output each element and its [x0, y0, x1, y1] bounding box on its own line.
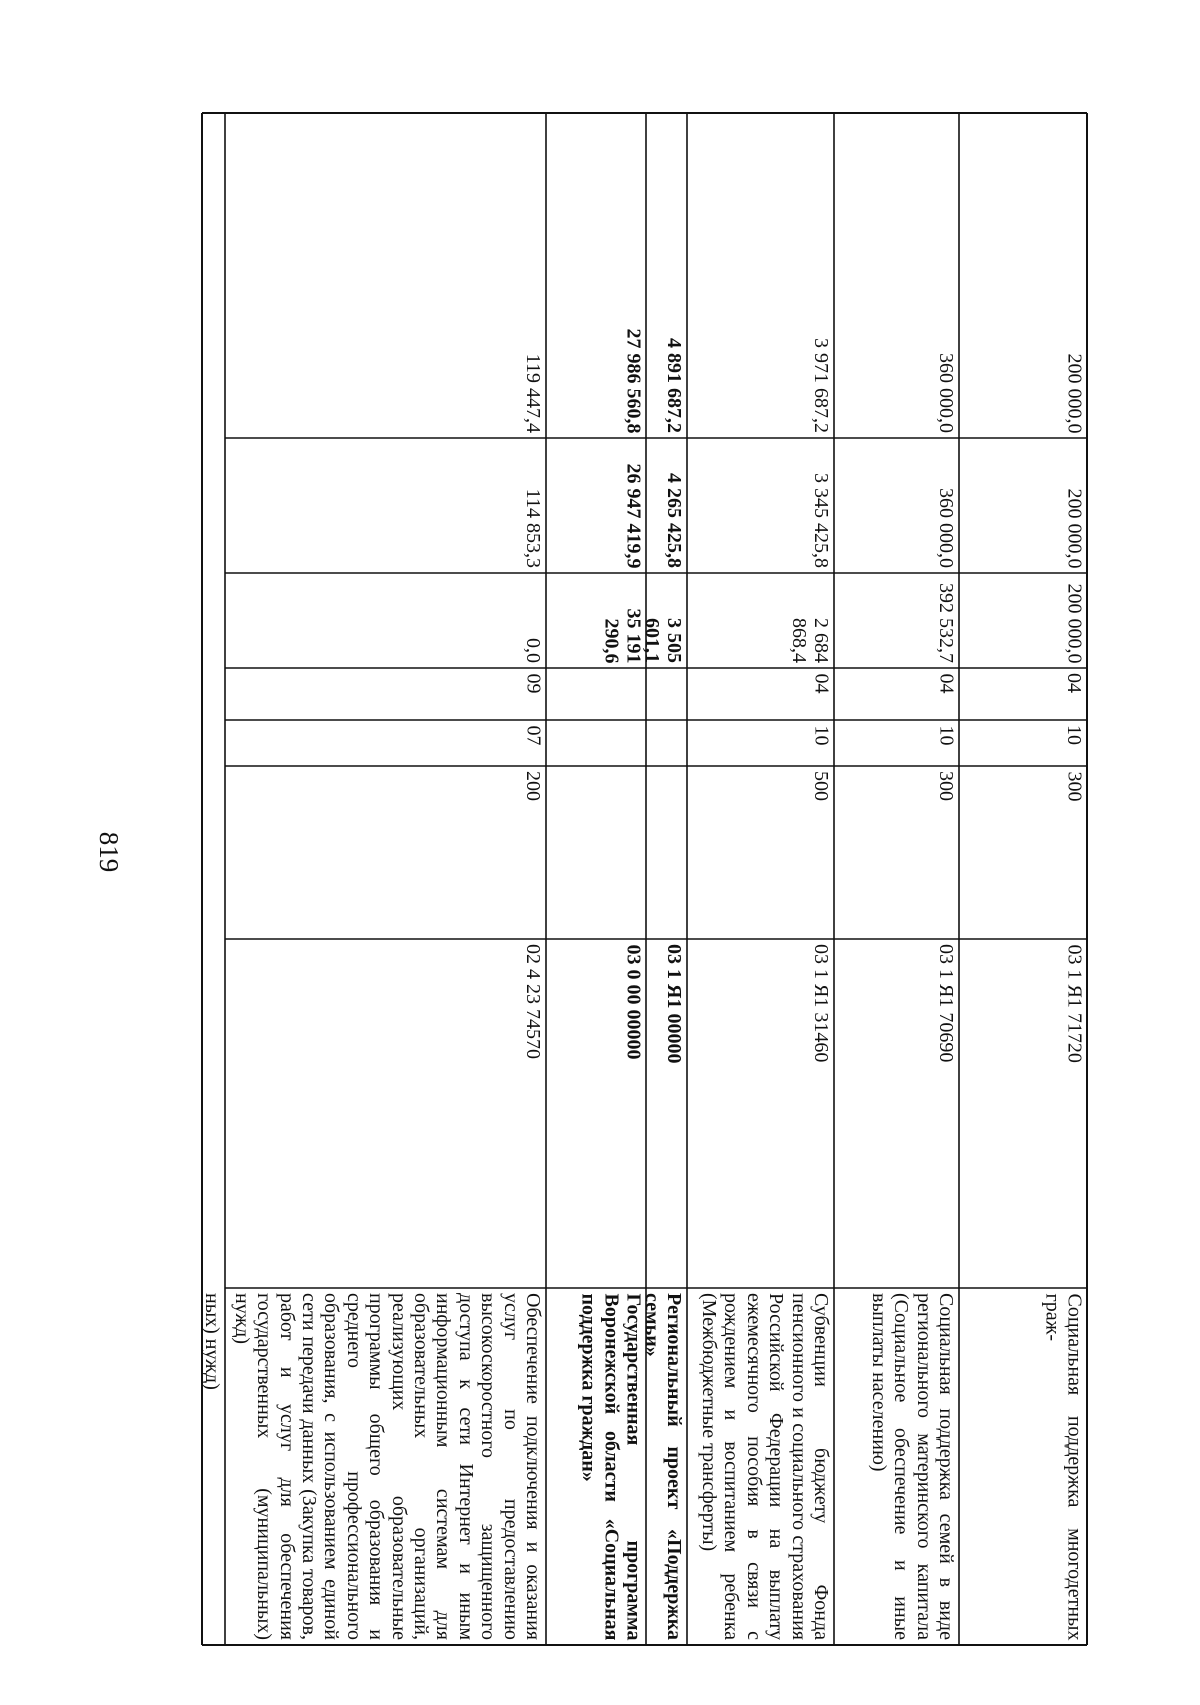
cell-pr	[687, 668, 834, 720]
cell-text-rz	[546, 720, 646, 766]
cell-pr	[225, 668, 546, 720]
cell-code	[646, 939, 687, 1288]
cell-text-y2: 4 265 425,8	[663, 473, 685, 568]
cell-text-y2: 114 853,3	[522, 488, 544, 568]
cell-rz	[834, 720, 959, 766]
cell-text-code: 02 4 23 74570	[522, 944, 544, 1059]
cell-text-y3: 27 986 560,8	[622, 328, 644, 433]
cell-name	[225, 1288, 546, 1645]
cell-y2	[687, 438, 834, 573]
cell-pr	[546, 668, 646, 720]
cell-code	[546, 939, 646, 1288]
cell-text-code: 03 1 Я1 31460	[810, 944, 832, 1063]
cell-y3	[687, 113, 834, 438]
cell-name	[834, 1288, 959, 1645]
cell-y1	[546, 573, 646, 668]
cell-text-y2: 200 000,0	[1063, 488, 1085, 568]
cell-name	[546, 1288, 646, 1645]
cell-vr	[687, 766, 834, 939]
cell-y2	[225, 438, 546, 573]
page-number: 819	[94, 831, 125, 873]
cell-name	[202, 1288, 225, 1645]
cell-text-y1: 2 684 868,4	[787, 618, 832, 663]
cell-pr	[646, 668, 687, 720]
cell-y1	[225, 573, 546, 668]
cell-text-rz: 10	[810, 725, 832, 745]
cell-pr	[834, 668, 959, 720]
cell-vr	[546, 766, 646, 939]
cell-text-rz: 10	[1063, 725, 1085, 745]
cell-text-pr	[546, 668, 646, 720]
cell-text-pr	[646, 668, 687, 720]
cell-text-name: Обеспечение подключения и оказания услуг по предоставлению высокоскоростного защищенного доступа к сети Интернет и иным информационным системам для образовательных организаций, реализующих образовательные программы общего образования и среднего профессионального образования, с использованием единой сети передачи данных (Закупка товаров, работ и услуг для обеспечения государственных (муниципальных) нужд)	[230, 1293, 544, 1640]
cell-rz	[959, 720, 1087, 766]
cell-y3	[646, 113, 687, 438]
cell-rz	[546, 720, 646, 766]
cell-text-y2: 3 345 425,8	[810, 473, 832, 568]
cell-text-vr: 300	[1063, 771, 1085, 801]
cell-text-name: Региональный проект «Поддержка семьи»	[640, 1293, 685, 1640]
cell-vr	[834, 766, 959, 939]
budget-table	[202, 113, 1087, 1645]
cell-text-y1: 35 191 290,6	[599, 608, 644, 663]
cell-y3	[546, 113, 646, 438]
cell-code	[687, 939, 834, 1288]
cell-text-rz	[646, 720, 687, 766]
cell-rz	[225, 720, 546, 766]
cell-y3	[959, 113, 1087, 438]
cell-code	[959, 939, 1087, 1288]
cell-text-y1: 3 505 601,1	[640, 618, 685, 663]
cell-name	[640, 1288, 687, 1645]
cell-text-rz: 10	[935, 725, 957, 745]
cell-code	[225, 939, 546, 1288]
cell-text-y2: 360 000,0	[935, 488, 957, 568]
cell-text-pr: 04	[1063, 673, 1085, 693]
cell-text-pr: 04	[935, 673, 957, 693]
cell-y1	[687, 573, 834, 668]
cell-text-y3: 3 971 687,2	[810, 338, 832, 433]
cell-text-y1: 0,0	[522, 638, 544, 663]
cell-text-y1: 392 532,7	[935, 583, 957, 663]
cell-text-y3: 200 000,0	[1063, 353, 1085, 433]
cell-text-pr: 04	[810, 673, 832, 693]
cell-text-pr: 09	[522, 673, 544, 693]
cell-text-name: Социальная поддержка семей в виде регионального материнского капитала (Социальное обеспечение и иные выплаты населению)	[867, 1293, 957, 1640]
cell-vr	[959, 766, 1087, 939]
cell-rz	[687, 720, 834, 766]
cell-y1	[959, 573, 1087, 668]
cell-text-vr	[646, 766, 687, 939]
cell-text-rz: 07	[522, 725, 544, 745]
cell-y1	[834, 573, 959, 668]
cell-y2	[646, 438, 687, 573]
cell-text-name: Субвенции бюджету Фонда пенсионного и социального страхования Российской Федерации на выплату ежемесячного пособия в связи с рождением и воспитанием ребенка (Межбюджетные трансферты)	[698, 1293, 832, 1640]
cell-pr	[959, 668, 1087, 720]
cell-text-vr: 200	[522, 771, 544, 801]
cell-text-code: 03 1 Я1 71720	[1063, 944, 1085, 1063]
cell-text-y3: 4 891 687,2	[663, 338, 685, 433]
cell-text-code: 03 1 Я1 00000	[663, 944, 685, 1064]
cell-name	[687, 1288, 834, 1645]
cell-text-y3: 119 447,4	[522, 353, 544, 433]
cell-text-name: ных) нужд)	[201, 1293, 223, 1390]
cell-text-y2: 26 947 419,9	[622, 463, 644, 568]
cell-name	[959, 1288, 1087, 1645]
cell-text-vr	[546, 766, 646, 939]
cell-text-y1: 200 000,0	[1063, 583, 1085, 663]
cell-y2	[959, 438, 1087, 573]
cell-text-vr: 500	[810, 771, 832, 801]
cell-y2	[546, 438, 646, 573]
cell-text-y3: 360 000,0	[935, 353, 957, 433]
cell-y1	[640, 573, 687, 668]
cell-vr	[646, 766, 687, 939]
cell-y3	[834, 113, 959, 438]
cell-rz	[646, 720, 687, 766]
cell-text-code: 03 0 00 00000	[622, 944, 644, 1059]
cell-text-code: 03 1 Я1 70690	[935, 944, 957, 1063]
cell-y2	[834, 438, 959, 573]
cell-vr	[225, 766, 546, 939]
cell-y3	[225, 113, 546, 438]
cell-text-name: Социальная поддержка многодетных граж-	[1040, 1293, 1085, 1640]
cell-text-vr: 300	[935, 771, 957, 801]
cell-text-name: Государственная программа Воронежской области «Социальная поддержка граждан»	[577, 1293, 644, 1640]
cell-code	[834, 939, 959, 1288]
